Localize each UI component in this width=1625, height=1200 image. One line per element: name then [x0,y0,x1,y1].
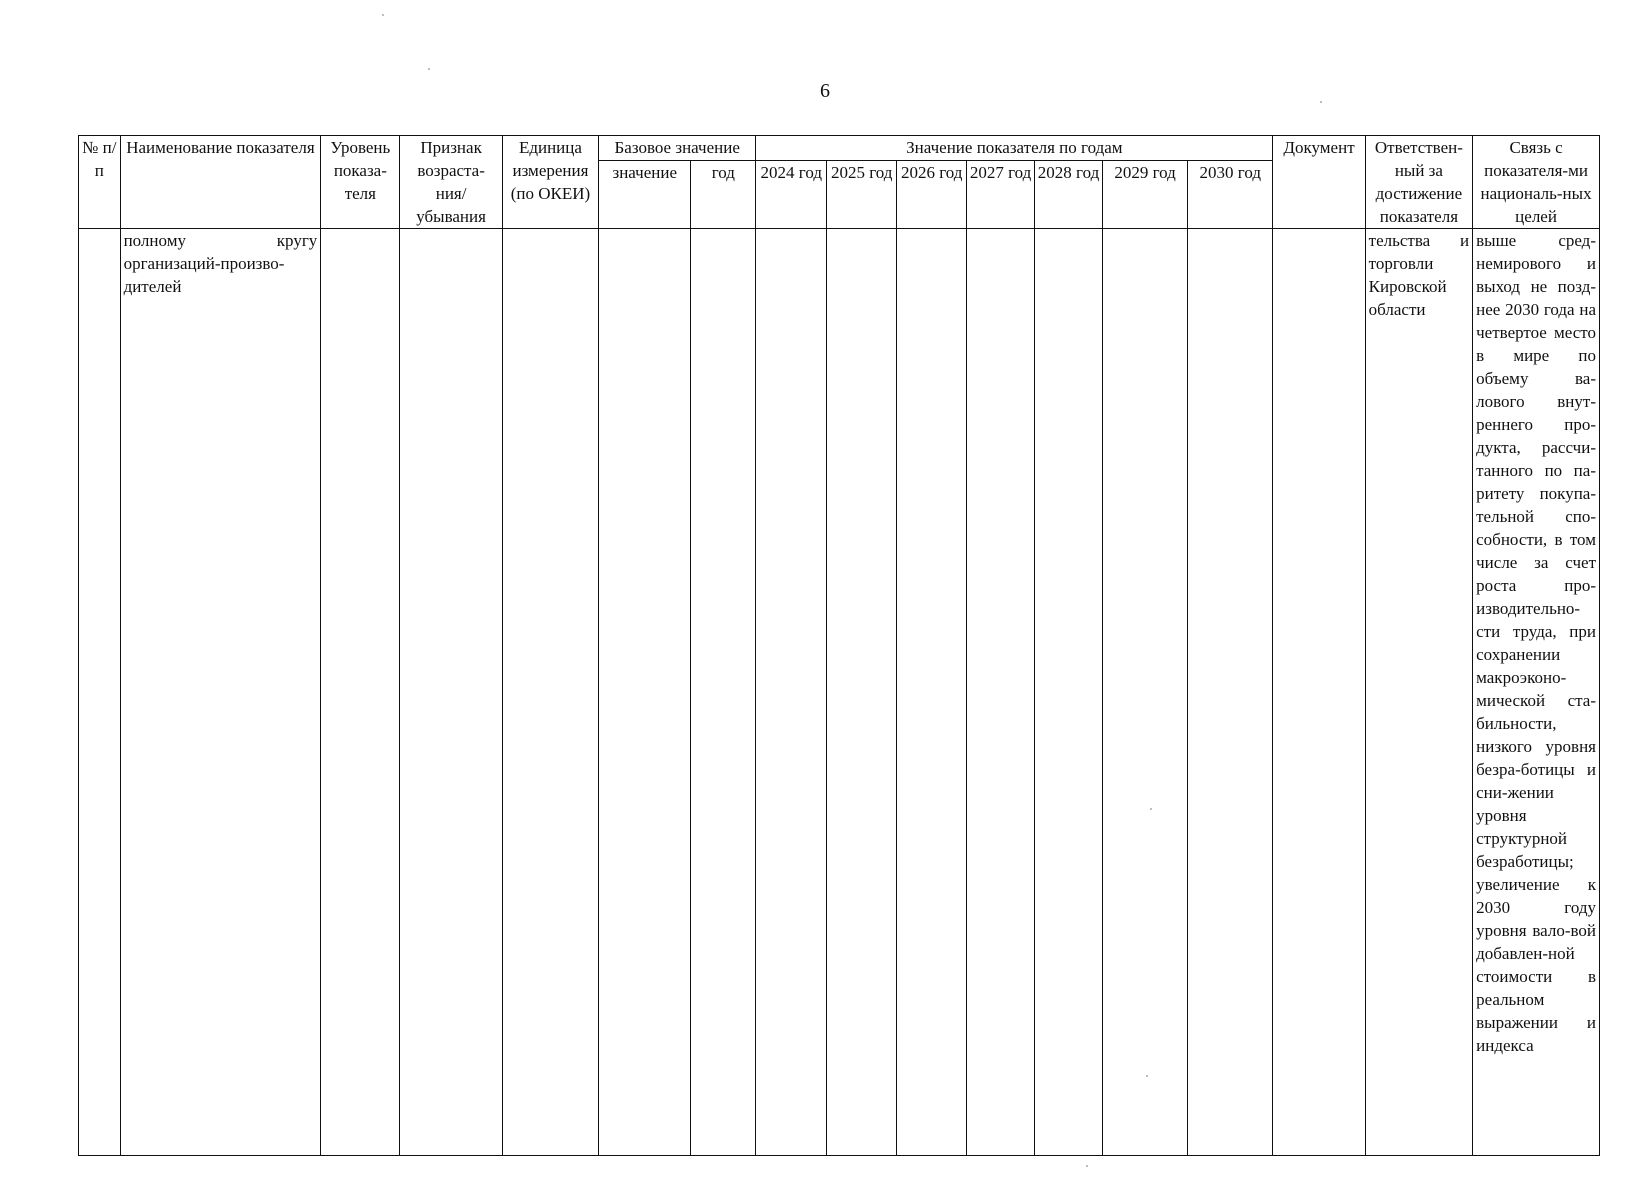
cell-value-2024 [756,229,827,1156]
cell-value-2027 [967,229,1035,1156]
header-year-2025: 2025 год [827,161,897,229]
scan-speck [1086,1165,1088,1167]
header-years-group: Значение показателя по годам [756,136,1273,161]
header-sign: Признак возраста-ния/ убывания [400,136,502,229]
cell-national-goals-link: выше сред-немирового и выход не позд-нее 2030 года на четвертое место в мире по объему ва-лового внут-реннего про-дукта, рассчи-танного по па-ритету покупа-тельной спо-собности, в том числе за счет роста про-изводительно-сти труда, при сохранении макроэконо-мической ста-бильности, низкого уровня безра-ботицы и сни-жении уровня структурной безработицы; увеличение к 2030 году уровня вало-вой добавлен-ной стоимости в реальном выражении и индекса [1473,229,1600,1156]
header-base-group: Базовое значение [599,136,756,161]
cell-value-2029 [1103,229,1188,1156]
scan-speck [382,14,384,16]
header-year-2028: 2028 год [1035,161,1103,229]
cell-responsible: тельства и торговли Кировской области [1365,229,1472,1156]
header-base-year: год [691,161,756,229]
header-document: Документ [1273,136,1365,229]
header-base-value: значение [599,161,691,229]
header-responsible: Ответствен-ный за достижение показателя [1365,136,1472,229]
header-year-2024: 2024 год [756,161,827,229]
scan-speck [1150,808,1152,810]
cell-value-2026 [897,229,967,1156]
header-link: Связь с показателя-ми националь-ных целей [1473,136,1600,229]
header-name: Наименование показателя [120,136,321,229]
header-row-1 [79,136,1600,161]
scan-speck [428,68,430,70]
indicators-table [78,135,1600,1156]
header-year-2027: 2027 год [967,161,1035,229]
header-year-2029: 2029 год [1103,161,1188,229]
cell-unit [502,229,598,1156]
scan-speck [1320,101,1322,103]
cell-base-value [599,229,691,1156]
cell-num [79,229,121,1156]
cell-value-2030 [1188,229,1273,1156]
scan-speck [1146,1075,1148,1077]
table-row [79,229,1600,1156]
cell-document [1273,229,1365,1156]
header-unit: Единица измерения (по ОКЕИ) [502,136,598,229]
header-year-2026: 2026 год [897,161,967,229]
header-num: № п/п [79,136,121,229]
cell-base-year [691,229,756,1156]
cell-level [321,229,400,1156]
cell-indicator-name: полному кругу организаций-произво-дителей [120,229,321,1156]
page-number: 6 [820,80,830,102]
header-level: Уровень показа-теля [321,136,400,229]
cell-sign [400,229,502,1156]
header-year-2030: 2030 год [1188,161,1273,229]
cell-value-2025 [827,229,897,1156]
cell-value-2028 [1035,229,1103,1156]
